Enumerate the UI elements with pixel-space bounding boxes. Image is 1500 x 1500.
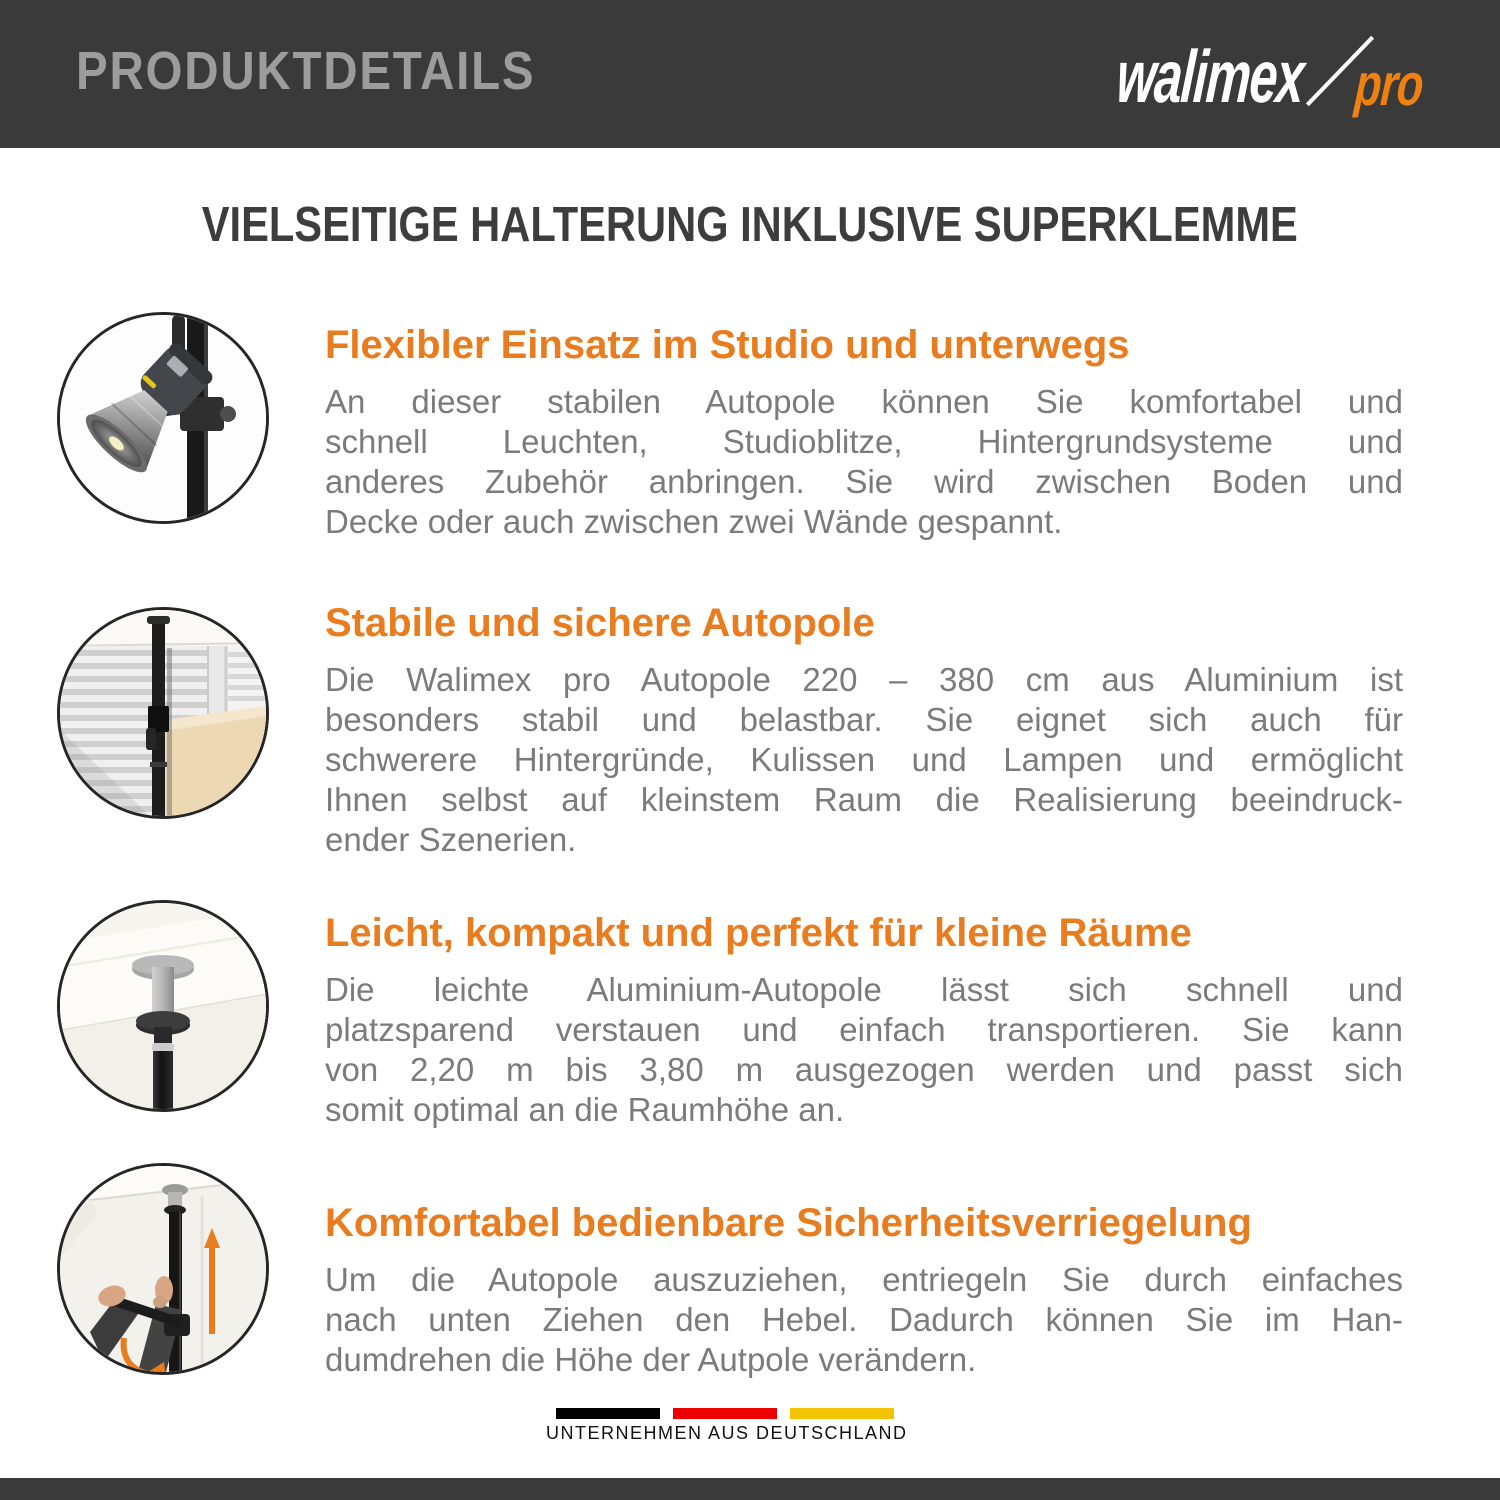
lever-operation-image	[57, 1163, 269, 1375]
made-in-germany-caption: UNTERNEHMEN AUS DEUTSCHLAND	[546, 1423, 908, 1443]
body-text-line: dumdrehen die Höhe der Autpole verändern.	[325, 1341, 977, 1378]
bottom-bar	[0, 1478, 1500, 1500]
body-text-line: Die leichte Aluminium-Autopole lässt sich schnell und	[325, 971, 1403, 1008]
section-heading: Komfortabel bedienbare Sicherheitsverriegelung	[325, 1201, 1252, 1245]
lever-operation-illustration	[60, 1166, 266, 1372]
body-text-line: Die Walimex pro Autopole 220 – 380 cm aus Aluminium ist	[325, 661, 1403, 698]
body-text-line: Ihnen selbst auf kleinstem Raum die Realisierung beeindruck-	[325, 781, 1403, 818]
german-flag-bars	[556, 1408, 896, 1419]
autopole-backdrop-image	[57, 607, 269, 819]
logo-wordmark: walimex	[1113, 35, 1307, 118]
header-bar	[0, 0, 1500, 148]
walimex-pro-logo	[1100, 0, 1460, 148]
section-heading: Flexibler Einsatz im Studio und unterwegs	[325, 323, 1130, 367]
section-body	[325, 382, 1403, 542]
section-light-compact	[325, 910, 1403, 1130]
body-text-line: Um die Autopole auszuziehen, entriegeln Sie durch einfaches	[325, 1261, 1403, 1298]
page-title: VIELSEITIGE HALTERUNG INKLUSIVE SUPERKLEMME	[201, 198, 1299, 252]
body-text-line: anderes Zubehör anbringen. Sie wird zwischen Boden und	[325, 463, 1403, 500]
body-text-line: schnell Leuchten, Studioblitze, Hintergrundsysteme und	[325, 423, 1403, 460]
ceiling-mount-illustration	[60, 903, 266, 1109]
logo-pro-suffix: pro	[1352, 51, 1426, 118]
body-text-line: nach unten Ziehen den Hebel. Dadurch können Sie im Han-	[325, 1301, 1403, 1338]
section-body	[325, 660, 1403, 860]
flag-gold-bar	[790, 1408, 894, 1419]
section-body	[325, 1260, 1403, 1380]
body-text-line: platzsparend verstauen und einfach transportieren. Sie kann	[325, 1011, 1403, 1048]
body-text-line: An dieser stabilen Autopole können Sie komfortabel und	[325, 383, 1403, 420]
section-flexible-use	[325, 322, 1403, 542]
section-safety-lock	[325, 1200, 1403, 1380]
body-text-line: von 2,20 m bis 3,80 m ausgezogen werden und passt sich	[325, 1051, 1403, 1088]
body-text-line: besonders stabil und belastbar. Sie eignet sich auch für	[325, 701, 1403, 738]
studio-light-illustration	[60, 315, 266, 521]
section-stable-autopole	[325, 600, 1403, 860]
flag-red-bar	[673, 1408, 777, 1419]
body-text-line: ender Szenerien.	[325, 821, 577, 858]
autopole-backdrop-illustration	[60, 610, 266, 816]
section-heading: Stabile und sichere Autopole	[325, 601, 875, 645]
ceiling-mount-image	[57, 900, 269, 1112]
body-text-line: schwerere Hintergründe, Kulissen und Lampen und ermöglicht	[325, 741, 1403, 778]
header-title: PRODUKTDETAILS	[76, 41, 536, 101]
studio-light-image	[57, 312, 269, 524]
section-heading: Leicht, kompakt und perfekt für kleine Räume	[325, 911, 1192, 955]
flag-black-bar	[556, 1408, 660, 1419]
body-text-line: Decke oder auch zwischen zwei Wände gespannt.	[325, 503, 1063, 540]
body-text-line: somit optimal an die Raumhöhe an.	[325, 1091, 845, 1128]
section-body	[325, 970, 1403, 1130]
